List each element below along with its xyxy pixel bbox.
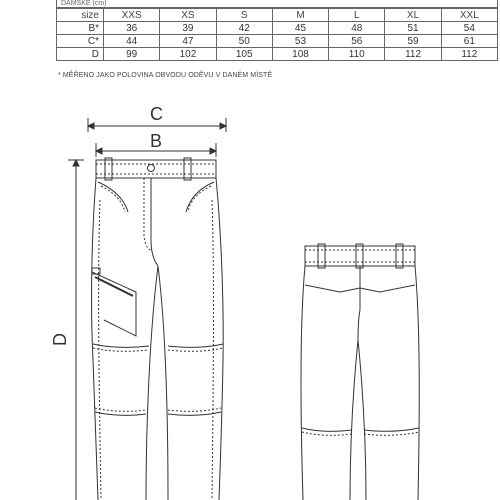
- table-cell: 44: [104, 35, 160, 48]
- dimension-label-d: D: [50, 333, 70, 346]
- size-header-l: L: [329, 9, 385, 22]
- size-header-xl: XL: [385, 9, 441, 22]
- row-label-d: D: [57, 48, 104, 61]
- table-cell: 48: [329, 22, 385, 35]
- size-header-xs: XS: [160, 9, 216, 22]
- back-knee-right: [364, 428, 419, 431]
- table-cell: 54: [441, 22, 497, 35]
- table-header-partial: DÁMSKÉ (cm): [56, 0, 498, 8]
- belt-loop: [356, 244, 363, 268]
- footnote: * MĚŘENO JAKO POLOVINA OBVODU ODĚVU V DANÉM MÍSTĚ: [58, 72, 273, 79]
- button: [148, 165, 155, 172]
- pants-back-view: [301, 244, 419, 500]
- back-inseam-left: [350, 340, 358, 500]
- row-label-b: B*: [57, 22, 104, 35]
- table-cell: 105: [216, 48, 272, 61]
- table-cell: 51: [385, 22, 441, 35]
- table-cell: 47: [160, 35, 216, 48]
- size-header-s: S: [216, 9, 272, 22]
- inseam-left: [146, 266, 158, 500]
- knee-panel-bottom-left: [95, 412, 146, 415]
- back-outer-right: [415, 266, 419, 500]
- outer-right-seam: [216, 178, 223, 500]
- back-outer-left: [301, 266, 305, 500]
- table-cell: 39: [160, 22, 216, 35]
- table-cell: 112: [441, 48, 497, 61]
- table-cell: 59: [385, 35, 441, 48]
- fly-stitch: [144, 178, 151, 250]
- inseam-right: [158, 266, 168, 500]
- belt-loop: [318, 244, 325, 268]
- table-cell: 99: [104, 48, 160, 61]
- table-cell: 53: [272, 35, 328, 48]
- table-cell: 36: [104, 22, 160, 35]
- back-inseam-right: [358, 340, 366, 500]
- belt-loop: [396, 244, 403, 268]
- table-cell: 42: [216, 22, 272, 35]
- table-cell: 61: [441, 35, 497, 48]
- dimension-d: [68, 160, 84, 500]
- pants-front-view: [92, 158, 224, 500]
- table-cell: 112: [385, 48, 441, 61]
- table-cell: 102: [160, 48, 216, 61]
- table-cell: 108: [272, 48, 328, 61]
- size-header-xxl: XXL: [441, 9, 497, 22]
- waistband-back: [305, 246, 415, 266]
- back-knee-left: [302, 428, 352, 431]
- size-header-xxs: XXS: [104, 9, 160, 22]
- belt-loop: [184, 158, 191, 180]
- waistband-front: [96, 160, 216, 178]
- table-cell: 56: [329, 35, 385, 48]
- table-cell: 110: [329, 48, 385, 61]
- dimension-label-b: B: [150, 131, 163, 151]
- size-column-header: size: [57, 9, 104, 22]
- table-cell: 50: [216, 35, 272, 48]
- row-label-c: C*: [57, 35, 104, 48]
- knee-panel-top-left: [93, 344, 149, 347]
- knee-panel-top-right: [168, 344, 223, 347]
- table-cell: 45: [272, 22, 328, 35]
- belt-loop: [105, 158, 112, 180]
- outer-left-seam: [92, 178, 98, 500]
- size-header-m: M: [272, 9, 328, 22]
- dimension-label-c: C: [150, 104, 163, 124]
